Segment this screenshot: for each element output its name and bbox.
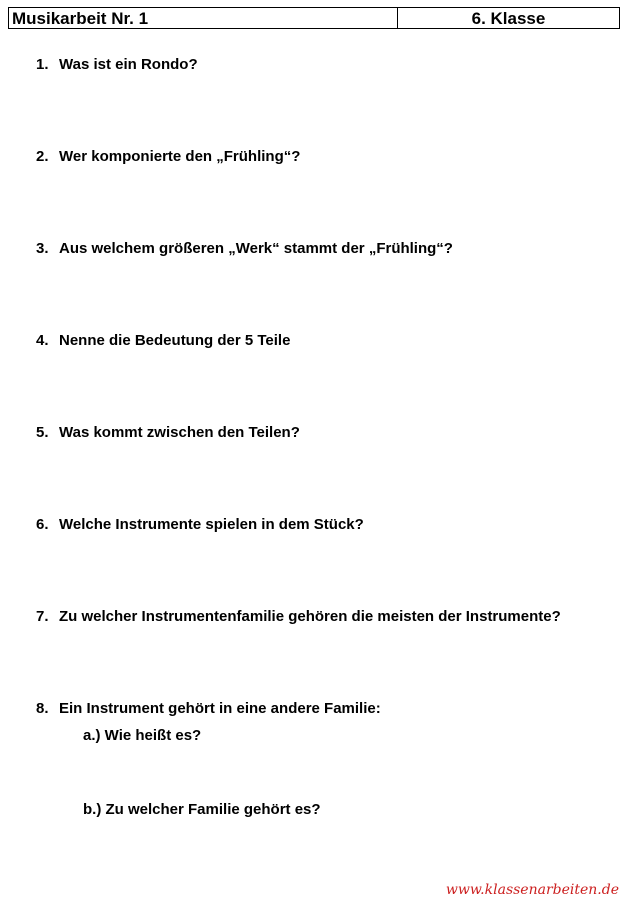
question-4 bbox=[36, 332, 290, 350]
question-6 bbox=[36, 516, 364, 534]
subquestion-a: a.) Wie heißt es? bbox=[83, 727, 202, 744]
question-1 bbox=[36, 56, 198, 74]
question-text: Ein Instrument gehört in eine andere Familie: bbox=[59, 700, 381, 717]
question-5 bbox=[36, 424, 300, 442]
grade-label: 6. Klasse bbox=[471, 9, 546, 28]
question-text: Was ist ein Rondo? bbox=[59, 56, 198, 73]
question-text: Nenne die Bedeutung der 5 Teile bbox=[59, 332, 291, 349]
question-number: 4. bbox=[36, 332, 49, 349]
question-text: Aus welchem größeren „Werk“ stammt der „Frühling“? bbox=[59, 240, 453, 257]
header-table bbox=[8, 7, 620, 29]
question-number: 1. bbox=[36, 56, 49, 73]
question-text: Welche Instrumente spielen in dem Stück? bbox=[59, 516, 364, 533]
worksheet-title: Musikarbeit Nr. 1 bbox=[9, 8, 398, 28]
question-2 bbox=[36, 148, 300, 166]
question-8 bbox=[36, 700, 381, 718]
watermark-logo: www.klassenarbeiten.de bbox=[445, 882, 619, 898]
question-number: 6. bbox=[36, 516, 49, 533]
question-7 bbox=[36, 608, 561, 626]
subquestion-b: b.) Zu welcher Familie gehört es? bbox=[83, 801, 321, 818]
question-number: 3. bbox=[36, 240, 49, 257]
question-number: 8. bbox=[36, 700, 49, 717]
question-text: Zu welcher Instrumentenfamilie gehören die meisten der Instrumente? bbox=[59, 608, 561, 625]
question-text: Was kommt zwischen den Teilen? bbox=[59, 424, 300, 441]
question-number: 2. bbox=[36, 148, 49, 165]
question-number: 7. bbox=[36, 608, 49, 625]
question-text: Wer komponierte den „Frühling“? bbox=[59, 148, 301, 165]
question-number: 5. bbox=[36, 424, 49, 441]
question-3 bbox=[36, 240, 453, 258]
